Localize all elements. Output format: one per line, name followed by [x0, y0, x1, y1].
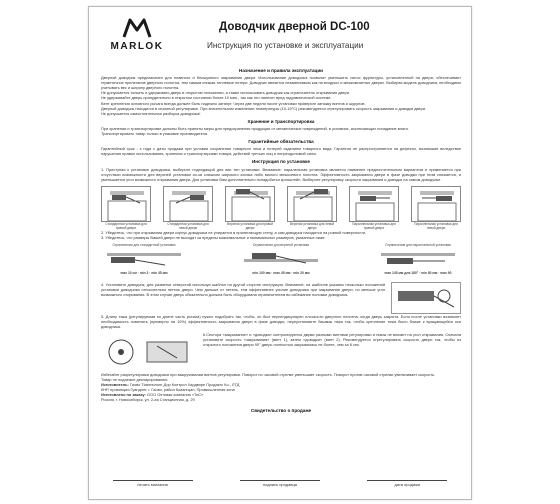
purpose-paragraph-6: Не допускается самостоятельная разборка доводчика!	[101, 110, 201, 116]
limit-diagram-icon	[242, 249, 320, 271]
cert-note: Товар не подлежит декларированию.	[101, 376, 169, 382]
brand-logo	[107, 17, 167, 52]
adjustment-image	[101, 332, 197, 372]
limit-top	[238, 243, 324, 279]
limit-dim: max 145 мм для 180°	[384, 271, 419, 276]
content	[101, 65, 461, 414]
section-title-purpose: Назначение и правила эксплуатации	[239, 68, 323, 73]
limit-dim: min 45 мм	[151, 271, 168, 276]
install-step-4-row	[101, 282, 461, 314]
limit-dim: min 20 мм	[293, 271, 310, 276]
door-closer-parallel-icon	[350, 187, 400, 223]
page-subtitle: Инструкция по установке и эксплуатации	[207, 41, 364, 50]
limit-label: Ограничения для параллельной установки	[385, 242, 451, 247]
limit-diagram-icon	[379, 249, 457, 271]
door-closer-mount-icon	[392, 283, 462, 315]
importer-label: Изготовлено по заказу:	[101, 392, 146, 398]
limit-dims: max 10 см · min 3 · min 45 мм	[120, 271, 168, 276]
figure-standard-right	[101, 186, 151, 222]
limit-dim: max 45 мм	[273, 271, 291, 276]
door-closer-parallel-icon	[412, 187, 462, 223]
install-step-5: 5. Длину тяжа (регулируемая по длине часть рычага) нужно подобрать так, чтобы, он был перпендикулярен плоскости дверного полотна, когда дверь закрыта. Если после установки возникнет необходимость поменять (примерно на 10%) эффективность закрывания двери в фазе доводки, переустановите башмак тяжа так, чтобы крепление тяжа было ближе к вращающейся оси доводчика.	[101, 313, 461, 329]
signature-row	[89, 480, 471, 487]
page-title: Доводчик дверной DC-100	[219, 21, 370, 33]
figure-parallel-left	[411, 186, 461, 222]
adjust-screw-icon	[101, 332, 197, 372]
figure-captions	[101, 223, 461, 231]
instruction-sheet	[88, 6, 472, 500]
limit-diagrams	[101, 243, 461, 279]
header	[89, 7, 471, 69]
limit-dim: min 3	[139, 271, 149, 276]
purpose-paragraph-4: Вент крепления основного рычага всегда должен быть надежно затянут. Через две недели после установки проверьте затяжку винтов и шурупов.	[101, 100, 366, 106]
limit-dims: min 100 мм · max 45 мм · min 20 мм	[252, 271, 310, 276]
template-image	[391, 282, 461, 314]
limit-dim: min 100 мм	[252, 271, 271, 276]
limit-dim: max 10 см	[120, 271, 137, 276]
limit-standard	[101, 243, 187, 279]
section-title-install: Инструкция по установке	[251, 159, 310, 165]
install-figures	[101, 186, 461, 222]
purpose-paragraph-2: Не допускается толкать и удерживать дверь в открытом положении, а также использовать доводчик как ограничитель открывания двери.	[101, 90, 351, 96]
maker-address: КНР, провинция Гуандонг, г. Гаово, район Ксиангцан, Промышленная зона	[101, 387, 235, 393]
figure-caption: Стандартная установка для правой двери	[105, 221, 147, 230]
install-step-1: 1. Приступая к установке доводчика, выберите подходящий для вас тип установки. Внимание: паралельная установка является наименее предпочтительным вариантом и применяется при отсутствии возможности для верхней установки из-за слишком широкого косяка либо малого межосевого полотна. Эффективность закрывания двери в фазе доводки при этом снижается, и уменьшается угол возможного открывания двери. Для установки Вам дополнительно понадобится кронштейн. Выберите регулировку скорости закрывания и доводки на самом доводчике.	[101, 166, 461, 182]
door-closer-top-icon	[226, 187, 276, 223]
limit-dim: max 90	[440, 271, 452, 276]
limit-dims: max 145 мм для 180° · min 60 мм · max 90	[384, 271, 452, 276]
install-step-2: 2. Убедитесь, что при открывании двери корпус доводчика не упирается в прилегающую стену, а сам доводчик находится на ровной поверхности.	[101, 230, 367, 236]
brand-name: MARLOK	[110, 41, 164, 52]
purpose-paragraph-3: Не удерживайте дверь принудительно в открытом состоянии более 10 мин., так как это нанесет вред гидравлической системе.	[101, 95, 332, 101]
limit-dim: min 60 мм	[421, 271, 438, 276]
importer-text: ООО Оптовая компания «ТиС»	[146, 392, 204, 398]
figure-parallel-right	[349, 186, 399, 222]
figure-top-left	[287, 186, 337, 222]
purpose-paragraph-1: Дверной доводчик предназначен для плавного и бесшумного закрывания двери. Использование доводчика позволит уменьшить износ фурнитуры, установленной на двери, обеспечивает герметичное прилегание дверного полотна, тем самым снижая теплевые потери. Доводчик является незаменимым как на входных и межкомнатных дверях. Выбирая модель доводчика, необходимо учитывать вес и ширину дверного полотна.	[101, 75, 461, 91]
figure-caption: Стандартная установка для левой двери	[167, 221, 209, 230]
figure-caption: Параллельная установка для левой двери	[414, 221, 458, 230]
maker-text: Гаово Тианлилонг Дор Контрол Хардвэре Продактс Ко., ЛТД	[129, 382, 240, 388]
warranty-paragraph: Гарантийный срок - з года с даты продажи при условии сохранения товарного чека и потерей изделием товарного вида. Гарантия не распространяется на дефекты, возникшие вследствие нарушения правил использования, хранения и транспортировки товара, действий третьих лиц и непреодолимой силы.	[101, 146, 461, 157]
warning-paragraph: Избегайте разрегулировки доводчика при выкручивании винтов регулировки. Поворот по часовой стрелке уменьшает скорость. Поворот против часовой стрелки увеличивает скорость.	[101, 371, 436, 377]
install-step-3: 3. Убедитесь, что размеры Вашей двери не выходят за пределы максимальных и минимальных размеров, указанных ниже.	[101, 235, 326, 241]
marlok-logo-icon	[122, 17, 152, 39]
purpose-paragraph-5: Дверной доводчик находится в сезонной регулировке. При значительном изменении температуры (10-15°C) рекомендуется отрегулировать скорость закрывания и доводки двери.	[101, 105, 427, 111]
install-step-6-row	[101, 332, 461, 372]
door-closer-top-icon	[288, 187, 338, 223]
sign-shop-stamp: печать магазина	[113, 480, 193, 487]
door-closer-standard-icon	[164, 187, 214, 223]
certificate-title: Свидетельство о продаже	[250, 408, 312, 414]
door-closer-standard-icon	[102, 187, 152, 223]
section-title-storage: Хранение и транспортировка	[247, 118, 315, 124]
maker-label: Изготовитель:	[101, 382, 129, 388]
sign-seller: подпись продавца	[240, 480, 320, 487]
limit-diagram-icon	[105, 249, 183, 271]
sign-date: дата продажи	[367, 480, 447, 487]
figure-caption: Верхняя установка для левой двери	[289, 221, 335, 230]
limit-label: Ограничения для стандартной установки	[112, 242, 176, 247]
install-step-6: 6.Сектора «закрывание» и «доводка» контролируются двумя разными винтами регулировки и никак не влияют на угол открывания. Сначала установите скорость «закрывания» (винт 1), затем «доводки» (винт 2). Рекомендуется отрегулировать скорость двери так, чтобы из открытого положения двери 90° дверь полностью закрывалась не более, чем за 6 сек.	[203, 331, 461, 348]
section-title-warranty: Гарантийные обязательства	[248, 139, 314, 145]
limit-label: Ограничения для верхней установки	[252, 242, 310, 247]
limit-parallel	[375, 243, 461, 279]
figure-standard-left	[163, 186, 213, 222]
importer-address: Россия, г. Новосибирск, ул. 2-ая Станционная, д. 29	[101, 397, 195, 403]
figure-top-right	[225, 186, 275, 222]
install-step-4: 4. Установите доводчик, для разметки отверстий используя шаблон на другой стороне инструкции. Внимание: на шаблоне указаны несколько положений установки доводчика относительно петель двери. Чем дальше от петель, тем эффективнее усилие доводчика при закрывании двери, но меньше угол возможного открывания. В этом случае дверь обязательно должна быть оборудована ограничителем во избежание поломки доводчика.	[101, 281, 385, 297]
figure-caption: Верхняя установка для правой двери	[227, 221, 273, 230]
storage-paragraph-1: При хранении и транспортировке должны быть приняты меры для предохранения продукции от механических повреждений, в условиях, исключающих попадание влаги.	[101, 125, 409, 131]
figure-caption: Параллельная установка для правой двери	[352, 221, 396, 230]
storage-paragraph-2: Транспортировать товар только в упаковке производителя.	[101, 131, 209, 137]
